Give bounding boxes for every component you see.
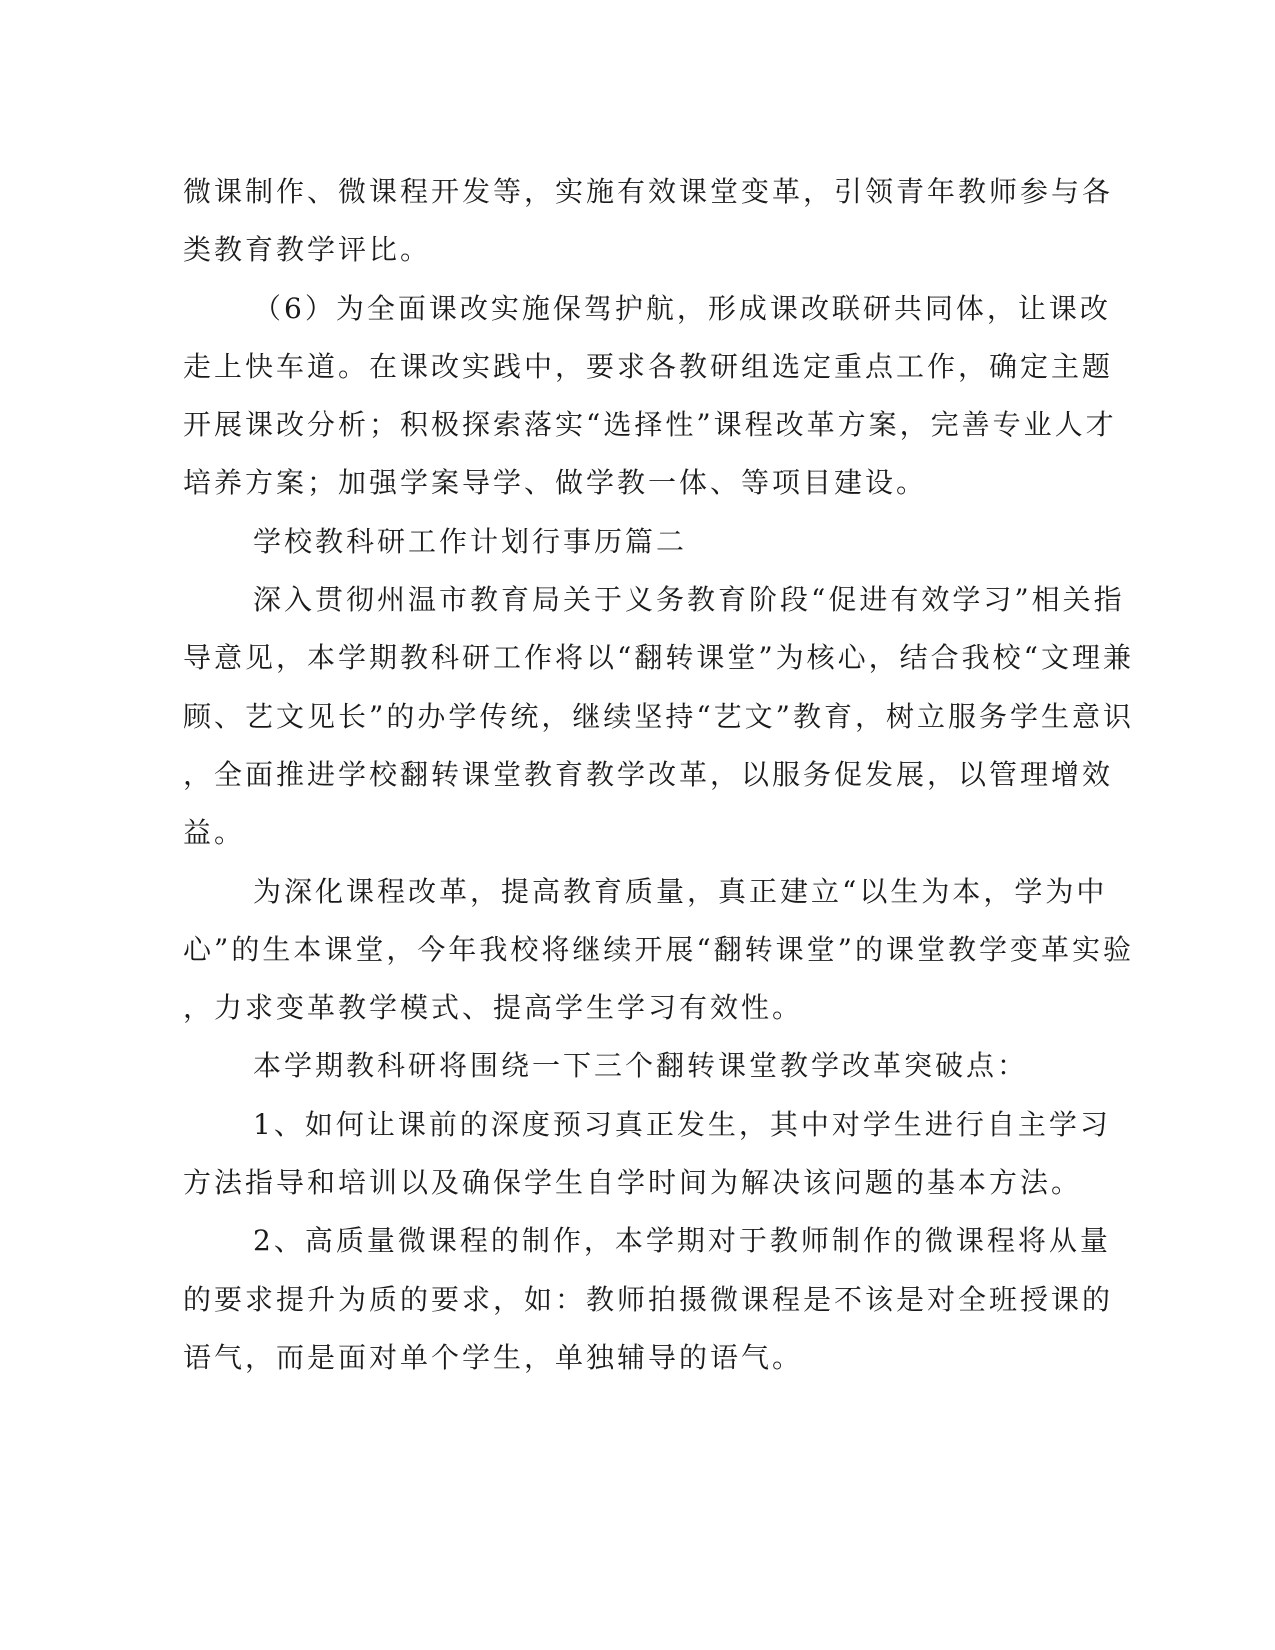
text-line: ，全面推进学校翻转课堂教育教学改革，以服务促发展，以管理增效	[183, 757, 1114, 791]
text-line: 为深化课程改革，提高教育质量，真正建立“以生为本，学为中	[253, 874, 1108, 908]
text-line: 类教育教学评比。	[183, 233, 432, 267]
text-line: 本学期教科研将围绕一下三个翻转课堂教学改革突破点：	[253, 1049, 1029, 1083]
text-line: 2、高质量微课程的制作，本学期对于教师制作的微课程将从量	[253, 1224, 1111, 1258]
text-line: 顾、艺文见长”的办学传统，继续坚持“艺文”教育，树立服务学生意识	[183, 699, 1134, 733]
text-line: ，力求变革教学模式、提高学生学习有效性。	[183, 991, 804, 1025]
text-line: 学校教科研工作计划行事历篇二	[253, 524, 688, 558]
text-line: 导意见，本学期教科研工作将以“翻转课堂”为核心，结合我校“文理兼	[183, 641, 1134, 675]
document-body	[183, 163, 1134, 1387]
text-line: 微课制作、微课程开发等，实施有效课堂变革，引领青年教师参与各	[183, 175, 1114, 208]
text-line: 深入贯彻州温市教育局关于义务教育阶段“促进有效学习”相关指	[253, 583, 1125, 617]
text-line: 培养方案；加强学案导学、做学教一体、等项目建设。	[183, 466, 928, 500]
text-line: 方法指导和培训以及确保学生自学时间为解决该问题的基本方法。	[183, 1166, 1083, 1200]
text-line: 1、如何让课前的深度预习真正发生，其中对学生进行自主学习	[253, 1107, 1111, 1141]
text-line: 心”的生本课堂，今年我校将继续开展“翻转课堂”的课堂教学变革实验	[183, 932, 1134, 966]
text-line: 走上快车道。在课改实践中，要求各教研组选定重点工作，确定主题	[183, 349, 1114, 383]
text-line: 的要求提升为质的要求，如：教师拍摄微课程是不该是对全班授课的	[183, 1282, 1114, 1316]
text-line: 益。	[183, 816, 246, 850]
text-line: 开展课改分析；积极探索落实“选择性”课程改革方案，完善专业人才	[183, 408, 1117, 442]
text-line: 语气，而是面对单个学生，单独辅导的语气。	[183, 1340, 804, 1374]
text-line: （6）为全面课改实施保驾护航，形成课改联研共同体，让课改	[253, 291, 1111, 325]
